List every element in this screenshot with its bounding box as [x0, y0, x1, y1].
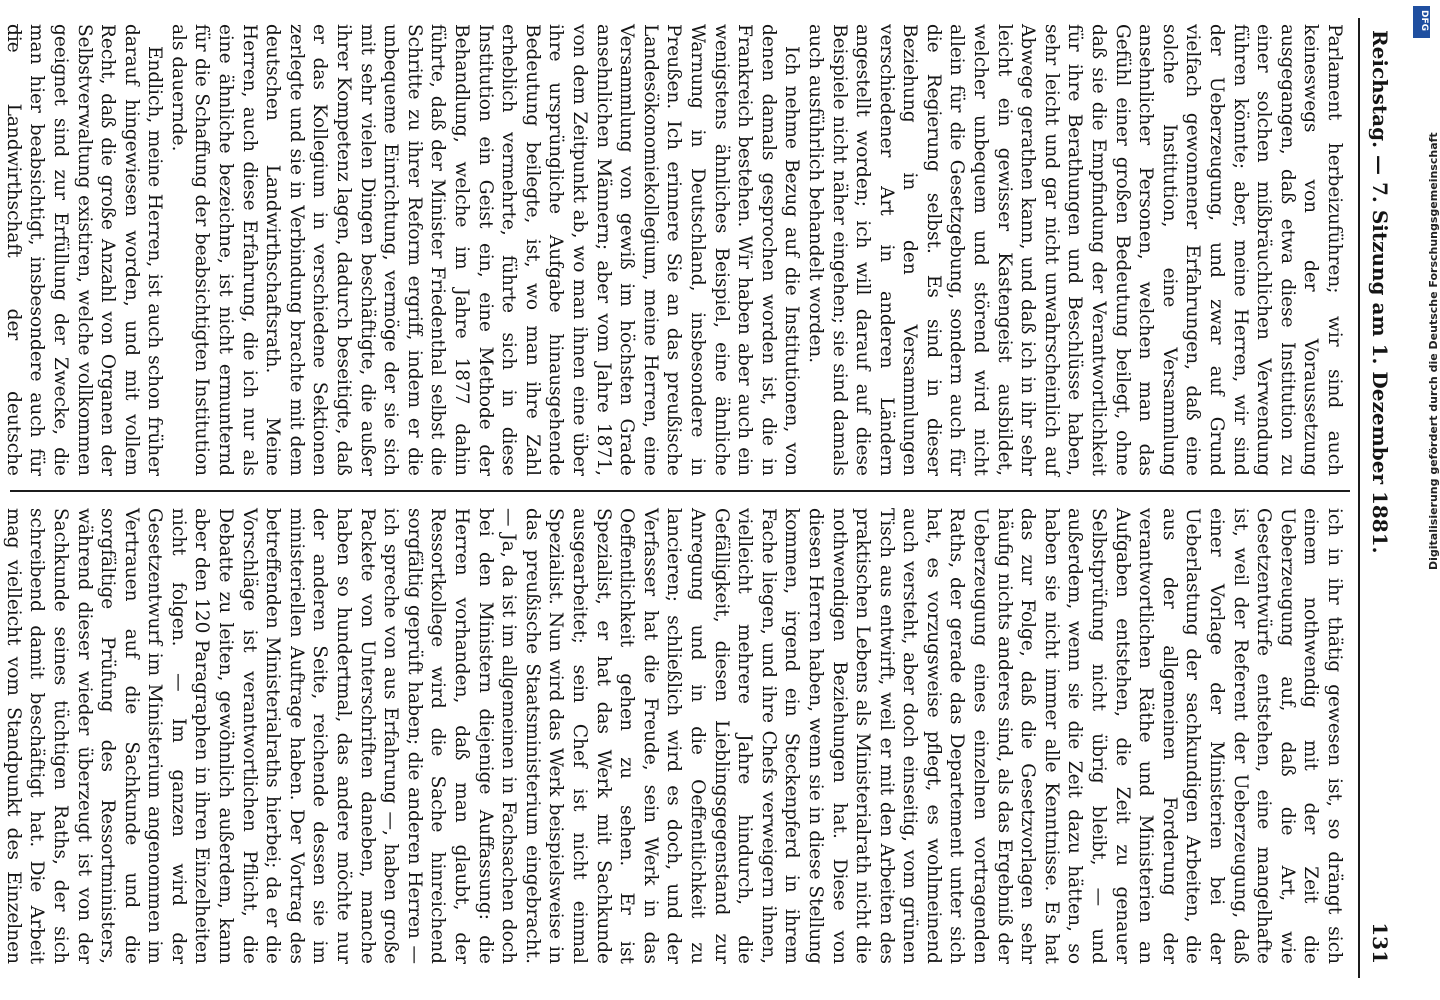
left-paragraph: Endlich, meine Herren, ist auch schon früher darauf hingewiesen worden, und mit vollem Recht, daß die große Anzahl von Organen der Selbstverwaltung existiren, welche vollkommen geeignet sind zur Erfüllung der Zwecke, die man hier beabsichtigt, insbesondere auch für die Landwirthschaft der deutsche	[2, 24, 166, 476]
dfg-logo-text: DFG	[1419, 10, 1429, 32]
dfg-logo	[1413, 6, 1430, 38]
page-number: 131	[1368, 922, 1392, 964]
right-column	[2, 508, 1346, 964]
footnote-rule	[17, 24, 18, 46]
left-paragraph: Ich nehme Bezug auf die Institutionen, von denen damals gesprochen worden ist, die in Frankreich bestehen. Wir haben aber auch ein wenigstens ähnliches Beispiel, eine ähnliche Warnung in Deutschland, insbesondere in Preußen. Ich erinnere Sie an das preußische Landesökonomiekollegium, meine Herren, eine Versammlung von gewiß im höchsten Grade ansehnlichen Männern; aber vom Jahre 1871, von dem Zeitpunkt ab, wo man ihnen eine über ihre ursprüngliche Aufgabe hinausgehende Bedeutung beilegte, ist, wo man ihre Zahl erheblich vermehrte, führte sich in diese Institution ein Geist ein, eine Methode der Behandlung, welche im Jahre 1877 dahin führte, daß der Minister Friedenthal selbst die Schritte zu ihrer Reform ergriff, indem er die unbequeme Einrichtung, vermöge der sie sich mit sehr vielen Dingen beschäftigte, die außer ihrer Kompetenz lagen, dadurch beseitigte, daß er das Kollegium in verschiedene Sektionen zerlegte und sie in Verbindung brachte mit dem deutschen Landwirthschaftsrath. Meine Herren, auch diese Erfahrung, die ich nur als eine ähnliche bezeichne, ist nicht ermunternd für die Schaffung der beabsichtigten Institution als dauernde.	[167, 24, 803, 476]
left-column	[2, 24, 1346, 476]
funding-note: Digitalisierung gefördert durch die Deutsche Forschungsgemeinschaft	[1427, 132, 1440, 570]
right-paragraph: ich in ihr thätig gewesen ist, so drängt sich einem nothwendig mit der Zeit die Ueberzeugung auf, daß die Art, wie Gesetzentwürfe entstehen, eine mangelhafte ist, weil der Referent der Ueberzeugung, daß einer Vorlage der Ministerien bei der Ueberlastung der sachkundigen Arbeiten, die aus der allgemeinen Forderung der verantwortlichen Räthe und Ministerien an Aufgaben entstehen, die Zeit zu genauer Selbstprüfung nicht übrig bleibt, — und außerdem, wenn sie die Zeit dazu hätten, so haben sie nicht immer alle Kenntnisse. Es hat das zur Folge, daß die Gesetzvorlagen sehr häufig nichts anderes sind, als das Ergebniß der Ueberzeugung eines einzelnen vortragenden Raths, der gerade das Departement unter sich hat, es vorzugsweise pflegt, es wohlmeinend auch versteht, aber doch einseitig, vom grünen Tisch aus entwirft, weil er mit den Arbeiten des praktischen Lebens als Ministerialrath nicht die nothwendigen Beziehungen hat. Diese von diesen Herren haben, wenn sie in diese Stellung kommen, irgend ein Steckenpferd in ihrem Fache liegen, und ihre Chefs verweigern ihnen, vielleicht mehrere Jahre hindurch, die Gefälligkeit, diesen Lieblingsgegenstand zur Anregung und in die Oeffentlichkeit zu lancieren; schließlich wird es doch, und der Verfasser hat die Freude, sein Werk in das Oeffentlichkeit gehen zu sehen. Er ist Spezialist, er hat das Werk mit Sachkunde ausgearbeitet; sein Chef ist nicht einmal Spezialist. Nun wird das Werk beispielsweise in das preußische Staatsministerium eingebracht. — Ja, da ist im allgemeinen in Fachsachen doch bei den Ministern diejenige Auffassung: die Herren vorhanden, daß man glaubt, der Ressortkollege wird die Sache hinreichend sorgfältig geprüft haben; die anderen Herren — ich spreche von aus Erfahrung —, haben große Packete von Unterschriften daneben, manche haben so hundertmal, das andere möchte nur der anderen Seite, reichende dessen sie im ministeriellen Auftrage haben. Der Vortrag des betreffenden Ministerialraths hierbei; da er die Vorschläge ist verantwortlichen Pflicht, die Debatte zu leiten, gewöhnlich außerdem, kann aber den 120 Paragraphen in ihren Einzelheiten nicht folgen. — Im ganzen wird der Gesetzentwurf im Ministerium angenommen im Vertrauen auf die Sachkunde und die sorgfältige Prüfung des Ressortministers, während dieser wieder überzeugt ist von der Sachkunde seines tüchtigen Raths, der sich schreibend damit beschäftigt hat. Die Arbeit mag vielleicht vom Standpunkt des Einzelnen	[2, 508, 1345, 964]
left-paragraph: Parlament herbeizuführen; wir sind auch keineswegs von der Voraussetzung ausgegangen, daß etwa diese Institution zu einer solchen mißbräuchlichen Verwendung führen könnte; aber, meine Herren, wir sind der Ueberzeugung, und zwar auf Grund vielfach gewonnener Erfahrungen, daß eine solche Institution, eine Versammlung ansehnlicher Personen, welchen man das Gefühl einer großen Bedeutung beilegt, ohne daß sie die Empfindung der Verantwortlichkeit für ihre Berathungen und Beschlüsse haben, sehr leicht und gar nicht unwahrscheinlich auf Abwege gerathen kann, und daß ich in ihr sehr leicht ein gewisser Kastengeist ausbildet, welcher unbequem und störend wird nicht allein für die Gesetzgebung, sondern auch für die Regierung selbst. Es sind in dieser Beziehung in den Versammlungen verschiedener Art in anderen Ländern angestellt worden; ich will darauf auf diese Beispiele nicht näher eingehen; sie sind damals auch ausführlich behandelt worden.	[804, 24, 1345, 476]
header-rule	[1358, 18, 1360, 978]
running-header: Reichstag. — 7. Sitzung am 1. Dezember 1881.	[1368, 30, 1392, 554]
column-divider	[10, 490, 1350, 492]
